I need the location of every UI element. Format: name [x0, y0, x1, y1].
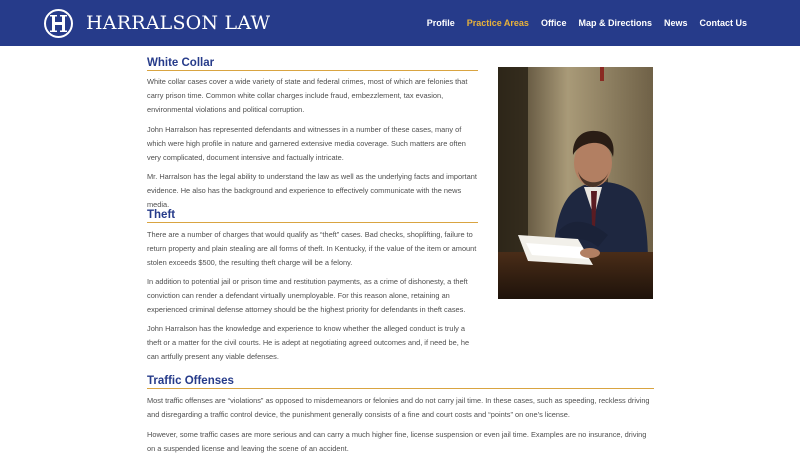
theft-paragraph: John Harralson has the knowledge and experience to know whether the alleged conduct is truly a theft or a matter for the civil courts. He is adept at negotiating agreed outcomes and, if need be, he can artfully present any viable defenses.	[147, 324, 470, 361]
site-header	[0, 0, 800, 46]
h-monogram-icon	[44, 9, 73, 38]
brand-name: HARRALSON LAW	[86, 12, 271, 34]
nav-office[interactable]: Office	[540, 18, 567, 28]
nav-profile[interactable]: Profile	[426, 18, 455, 28]
traffic-offenses-heading: Traffic Offenses	[147, 375, 234, 387]
brand-logo[interactable]	[44, 8, 270, 38]
theft-heading: Theft	[147, 209, 176, 221]
nav-contact-us[interactable]: Contact Us	[699, 18, 747, 28]
traffic-offenses-divider	[147, 388, 654, 389]
white-collar-paragraph: Mr. Harralson has the legal ability to understand the law as well as the underlying facts and important evidence. He also has the background and experience to effectively communicate with the news media.	[147, 172, 477, 209]
white-collar-divider	[147, 70, 478, 71]
nav-map-directions[interactable]: Map & Directions	[578, 18, 652, 28]
attorney-photo	[498, 67, 653, 299]
white-collar-paragraph: John Harralson has represented defendants and witnesses in a number of these cases, many of which were high profile in nature and garnered extensive media coverage. Such matters are often very complicated, document intensive and factually intricate.	[147, 125, 466, 162]
main-nav	[415, 17, 747, 29]
theft-paragraph: In addition to potential jail or prison time and restitution payments, as a crime of dishonesty, a theft conviction can render a defendant virtually unemployable. For this reason alone, retaining an experienced criminal defense attorney should be the highest priority for defendants in theft cases.	[147, 277, 468, 314]
traffic-offenses-paragraph: Most traffic offenses are “violations” as opposed to misdemeanors or felonies and do not carry jail time. In these cases, such as speeding, reckless driving and disregarding a traffic control device, the punishment generally consists of a fine and court costs and “points” on one’s license.	[147, 396, 650, 419]
white-collar-paragraph: White collar cases cover a wide variety of state and federal crimes, most of which are felonies that carry prison time. Common white collar charges include fraud, embezzlement, tax evasion, environmental violations and political corruption.	[147, 77, 468, 114]
white-collar-heading: White Collar	[147, 57, 215, 69]
theft-paragraph: There are a number of charges that would qualify as “theft” cases. Bad checks, shoplifting, failure to return property and plain stealing are all forms of theft. In Kentucky, if the value of the item or amount stolen exceeds $500, the resulting theft charge will be a felony.	[147, 230, 477, 267]
nav-news[interactable]: News	[663, 18, 688, 28]
traffic-offenses-paragraph: However, some traffic cases are more serious and can carry a much higher fine, license suspension or even jail time. Examples are no insurance, driving on a suspended license and leaving the scene of an accident.	[147, 430, 647, 453]
theft-divider	[147, 222, 478, 223]
nav-practice-areas[interactable]: Practice Areas	[466, 18, 529, 28]
